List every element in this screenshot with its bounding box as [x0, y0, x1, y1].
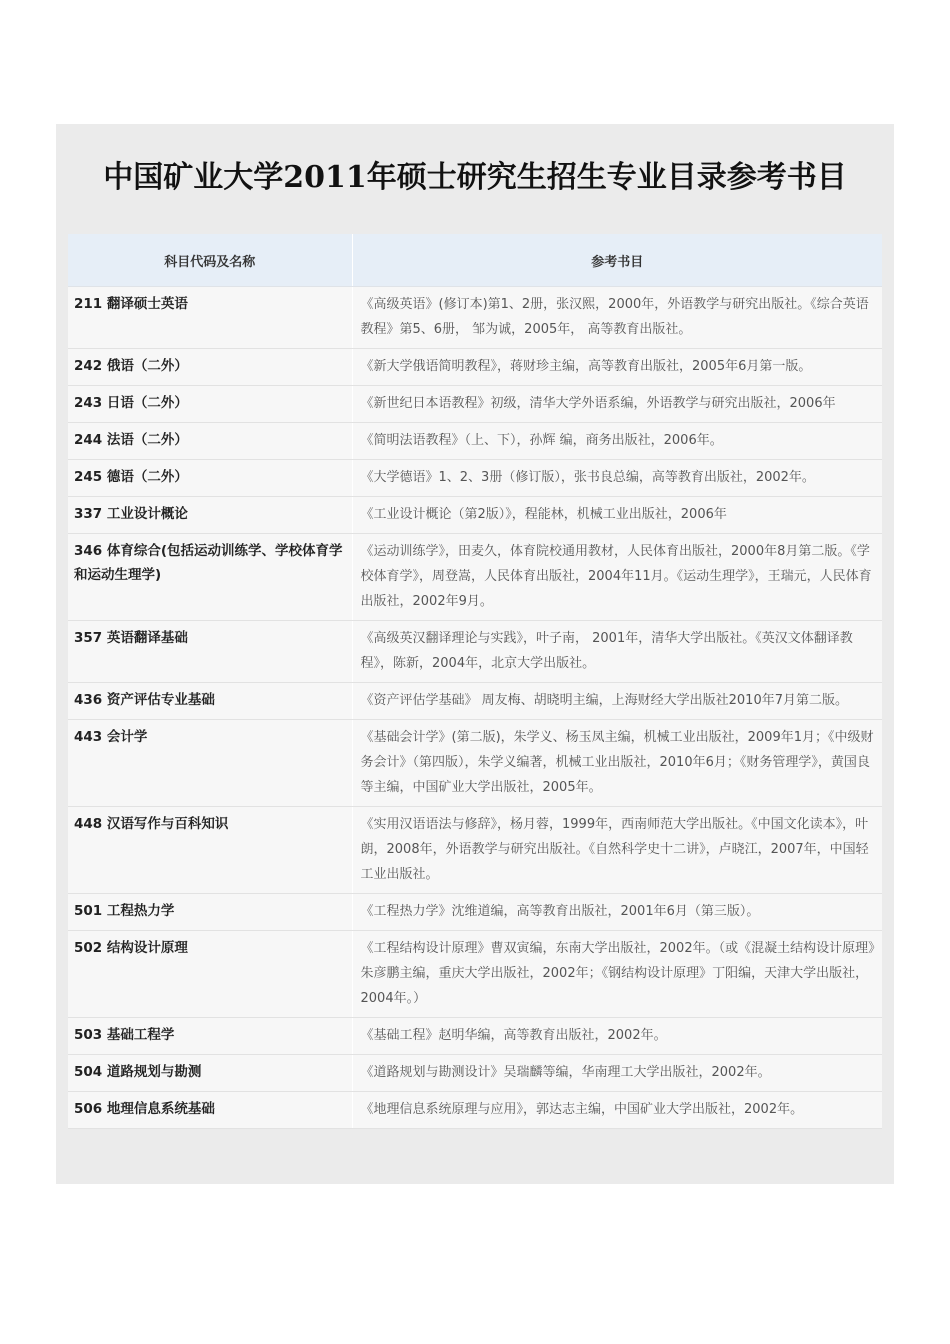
table-row [68, 931, 882, 1018]
table-row [68, 386, 882, 423]
subject-cell: 245 德语（二外） [68, 460, 352, 497]
books-cell: 《高级英汉翻译理论与实践》，叶子南， 2001年，清华大学出版社。《英汉文体翻译教程》，陈新，2004年，北京大学出版社。 [352, 621, 882, 683]
books-cell: 《工业设计概论（第2版）》，程能林，机械工业出版社，2006年 [352, 497, 882, 534]
table-row [68, 807, 882, 894]
subject-cell: 503 基础工程学 [68, 1018, 352, 1055]
subject-cell: 357 英语翻译基础 [68, 621, 352, 683]
catalog-table [68, 234, 882, 1129]
books-cell: 《地理信息系统原理与应用》，郭达志主编，中国矿业大学出版社，2002年。 [352, 1092, 882, 1129]
books-cell: 《运动训练学》，田麦久，体育院校通用教材，人民体育出版社，2000年8月第二版。《学校体育学》，周登嵩，人民体育出版社，2004年11月。《运动生理学》，王瑞元，人民体育出版社，2002年9月。 [352, 534, 882, 621]
books-cell: 《基础会计学》(第二版)，朱学义、杨玉凤主编，机械工业出版社，2009年1月；《中级财务会计》（第四版），朱学义编著，机械工业出版社，2010年6月；《财务管理学》，黄国良等主编，中国矿业大学出版社，2005年。 [352, 720, 882, 807]
subject-cell: 448 汉语写作与百科知识 [68, 807, 352, 894]
books-cell: 《资产评估学基础》 周友梅、胡晓明主编，上海财经大学出版社2010年7月第二版。 [352, 683, 882, 720]
table-row [68, 349, 882, 386]
books-cell: 《新世纪日本语教程》初级，清华大学外语系编，外语教学与研究出版社，2006年 [352, 386, 882, 423]
table-row [68, 534, 882, 621]
table-row [68, 621, 882, 683]
subject-cell: 501 工程热力学 [68, 894, 352, 931]
subject-cell: 346 体育综合(包括运动训练学、学校体育学和运动生理学) [68, 534, 352, 621]
page-title: 中国矿业大学2011年硕士研究生招生专业目录参考书目 [103, 160, 847, 195]
table-header-row [68, 234, 882, 287]
table-row [68, 1055, 882, 1092]
table-row [68, 497, 882, 534]
subject-cell: 443 会计学 [68, 720, 352, 807]
table-row [68, 683, 882, 720]
table-row [68, 720, 882, 807]
header-subject: 科目代码及名称 [68, 234, 352, 287]
books-cell: 《大学德语》1、2、3册（修订版），张书良总编，高等教育出版社，2002年。 [352, 460, 882, 497]
table-row [68, 423, 882, 460]
books-cell: 《实用汉语语法与修辞》，杨月蓉，1999年，西南师范大学出版社。《中国文化读本》，叶朗，2008年，外语教学与研究出版社。《自然科学史十二讲》，卢晓江，2007年，中国轻工业出版社。 [352, 807, 882, 894]
subject-cell: 506 地理信息系统基础 [68, 1092, 352, 1129]
table-row [68, 1092, 882, 1129]
subject-cell: 436 资产评估专业基础 [68, 683, 352, 720]
table-row [68, 1018, 882, 1055]
books-cell: 《新大学俄语简明教程》，蒋财珍主编，高等教育出版社，2005年6月第一版。 [352, 349, 882, 386]
books-cell: 《工程热力学》沈维道编，高等教育出版社，2001年6月（第三版）。 [352, 894, 882, 931]
subject-cell: 243 日语（二外） [68, 386, 352, 423]
books-cell: 《道路规划与勘测设计》吴瑞麟等编，华南理工大学出版社，2002年。 [352, 1055, 882, 1092]
books-cell: 《工程结构设计原理》曹双寅编，东南大学出版社，2002年。（或《混凝土结构设计原理》朱彦鹏主编，重庆大学出版社，2002年；《钢结构设计原理》丁阳编，天津大学出版社，2004年。） [352, 931, 882, 1018]
subject-cell: 211 翻译硕士英语 [68, 287, 352, 349]
books-cell: 《高级英语》(修订本)第1、2册，张汉熙，2000年，外语教学与研究出版社。《综合英语教程》第5、6册， 邹为诚，2005年， 高等教育出版社。 [352, 287, 882, 349]
subject-cell: 242 俄语（二外） [68, 349, 352, 386]
subject-cell: 244 法语（二外） [68, 423, 352, 460]
books-cell: 《简明法语教程》（上、下），孙辉 编，商务出版社，2006年。 [352, 423, 882, 460]
subject-cell: 502 结构设计原理 [68, 931, 352, 1018]
table-row [68, 894, 882, 931]
table-row [68, 287, 882, 349]
subject-cell: 337 工业设计概论 [68, 497, 352, 534]
table-row [68, 460, 882, 497]
books-cell: 《基础工程》赵明华编，高等教育出版社，2002年。 [352, 1018, 882, 1055]
subject-cell: 504 道路规划与勘测 [68, 1055, 352, 1092]
header-books: 参考书目 [352, 234, 882, 287]
